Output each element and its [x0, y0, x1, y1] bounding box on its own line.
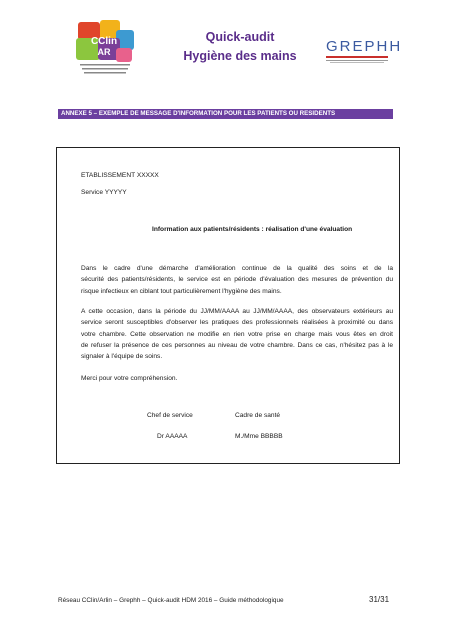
paragraph-line: sécurité des patients/résidents, le service est en période d'évaluation des mesures de prévention du: [81, 276, 393, 284]
grephh-subtitle-lines: [326, 59, 396, 65]
information-message-box: [56, 147, 400, 464]
svg-text:CClin: CClin: [90, 36, 118, 47]
signature-right-name: M./Mme BBBBB: [235, 433, 283, 440]
message-subject: Information aux patients/résidents : réalisation d'une évaluation: [152, 226, 353, 233]
paragraph-line: risque infectieux en ciblant tout particulièrement l'hygiène des mains.: [81, 287, 282, 295]
page-header: [58, 16, 403, 86]
paragraph-line: votre chambre. Cette observation ne modifie en rien votre prise en charge mais vous êtes en droit: [81, 330, 393, 338]
signature-right-role: Cadre de santé: [235, 412, 281, 419]
page-number: 31/31: [369, 595, 390, 604]
paragraph-line: A cette occasion, dans la période du JJ/MM/AAAA au JJ/MM/AAAA, des observateurs extérieurs au: [81, 308, 393, 315]
paragraph-line: Dans le cadre d'une démarche d'amélioration continue de la qualité des soins et de la: [81, 265, 393, 272]
svg-text:AR: AR: [97, 47, 111, 57]
paragraph-context: [81, 263, 393, 297]
grephh-logo: [326, 38, 403, 74]
thanks-line: Merci pour votre compréhension.: [81, 375, 178, 382]
grephh-rule: [326, 56, 388, 58]
paragraph-line: service seront susceptibles d'observer les pratiques des professionnels réalisées à proximité ou dans: [81, 319, 393, 327]
document-title: [160, 28, 320, 66]
signature-left-role: Chef de service: [147, 412, 193, 419]
establishment-name: ETABLISSEMENT XXXXX: [81, 172, 159, 179]
grephh-wordmark: GREPHH: [326, 38, 403, 55]
title-line-1: Quick-audit: [205, 30, 275, 44]
paragraph-line: de refuser la présence de ces personnes au niveau de votre chambre. Dans ce cas, n'hésitez pas à le: [81, 341, 393, 349]
paragraph-observation: [81, 306, 393, 362]
service-name: Service YYYYY: [81, 189, 127, 196]
cclin-arlin-logo: [70, 20, 140, 82]
page-footer: Réseau CClin/Arlin – Grephh – Quick-audit HDM 2016 – Guide méthodologique: [58, 597, 284, 604]
section-band: ANNEXE 5 – EXEMPLE DE MESSAGE D'INFORMATION POUR LES PATIENTS OU RESIDENTS: [58, 109, 393, 119]
title-line-2: Hygiène des mains: [183, 49, 297, 63]
signature-left-name: Dr AAAAA: [157, 433, 188, 440]
paragraph-line: signaler à l'équipe de soins.: [81, 353, 163, 361]
